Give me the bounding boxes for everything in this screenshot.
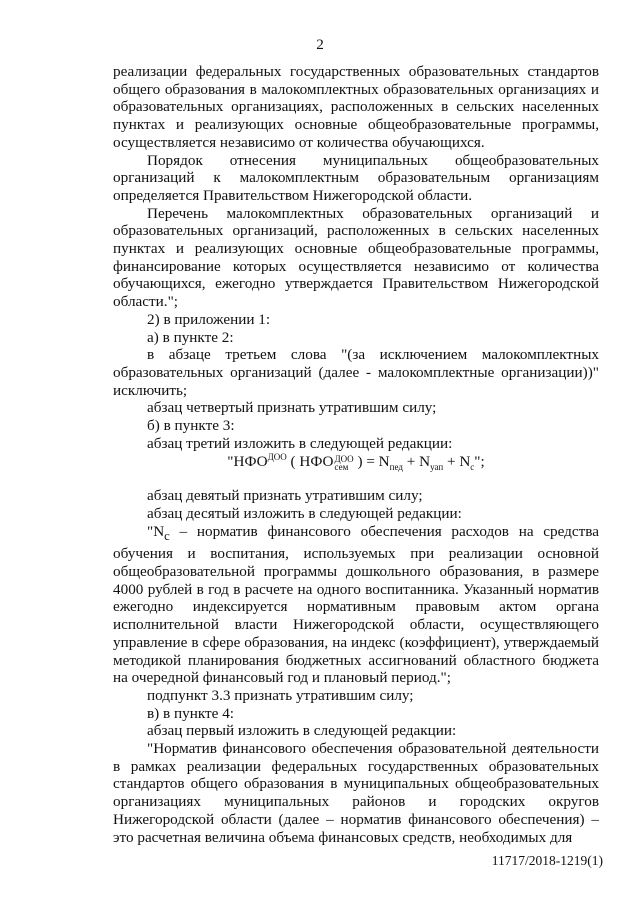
document-body: [113, 63, 599, 846]
formula: [113, 452, 599, 473]
page-number: 2: [316, 36, 324, 53]
paragraph: [113, 523, 599, 687]
formula-sup: ДОО: [267, 452, 287, 463]
formula-sub: пед: [389, 462, 403, 473]
list-item: 2) в приложении 1:: [147, 310, 271, 328]
formula-part: ) = N: [353, 453, 390, 471]
formula-sub: уап: [430, 462, 444, 473]
paragraph: Порядок отнесения муниципальных общеобразовательных организаций к малокомплектным образовательным организациям определяется Правительством Нижегородской области.: [113, 151, 599, 204]
spacer: [113, 473, 599, 487]
list-item: в) в пункте 4:: [147, 704, 235, 722]
list-item: а) в пункте 2:: [147, 328, 234, 346]
formula-part: ";: [474, 453, 485, 471]
paragraph: в абзаце третьем слова "(за исключением малокомплектных образовательных организаций (далее - малокомплектные организации))" исключить;: [113, 346, 599, 399]
formula-part: + N: [402, 453, 431, 471]
paragraph: подпункт 3.3 признать утратившим силу;: [147, 686, 414, 704]
paragraph: абзац девятый признать утратившим силу;: [147, 487, 423, 505]
paragraph: абзац третий изложить в следующей редакции:: [147, 434, 453, 452]
paragraph: абзац четвертый признать утратившим силу;: [147, 399, 437, 417]
formula-sup: ДОО: [334, 453, 354, 464]
paragraph: реализации федеральных государственных образовательных стандартов общего образования в малокомплектных образовательных организациях и образовательных организациях, расположенных в сельских населенных пунктах и реализующих основные общеобразовательные программы, осуществляется независимо от количества обучающихся.: [113, 63, 599, 151]
document-code: 11717/2018-1219(1): [491, 853, 603, 868]
text-run: – норматив финансового обеспечения расходов на средства обучения и воспитания, используемых при реализации основной общеобразовательной программы дошкольного образования, в размере 4000 рублей в год в расчете на одного воспитанника. Указанный норматив ежегодно индексируется нормативным правовым актом органа исполнительной власти Нижегородской области, осуществляющего управление в сфере образования, на индекс (коэффициент), утверждаемый методикой планирования бюджетных ассигнований областного бюджета на очередной финансовый год и плановый период.";: [113, 522, 599, 687]
formula-stack: [335, 455, 354, 471]
text-run: "N: [147, 522, 165, 540]
formula-sub: сем: [334, 461, 349, 472]
paragraph: абзац первый изложить в следующей редакции:: [147, 722, 457, 740]
formula-part: ( НФО: [286, 453, 334, 471]
paragraph: Перечень малокомплектных образовательных организаций и образовательных организаций, расположенных в сельских населенных пунктах и реализующих основные общеобразовательные программы, финансирование которых осуществляется независимо от количества обучающихся, ежегодно утверждается Правительством Нижегородской области.";: [113, 204, 599, 311]
formula-part: "НФО: [227, 453, 268, 471]
paragraph: "Норматив финансового обеспечения образовательной деятельности в рамках реализации федеральных государственных образовательных стандартов общего образования в муниципальных общеобразовательных организациях муниципальных районов и городских округов Нижегородской области (далее – норматив финансового обеспечения) – это расчетная величина объема финансовых средств, необходимых для: [113, 740, 599, 846]
subscript: c: [164, 528, 170, 543]
formula-part: + N: [443, 453, 471, 471]
list-item: б) в пункте 3:: [147, 417, 235, 435]
paragraph: абзац десятый изложить в следующей редакции:: [147, 504, 462, 522]
formula-sub: c: [470, 462, 475, 473]
